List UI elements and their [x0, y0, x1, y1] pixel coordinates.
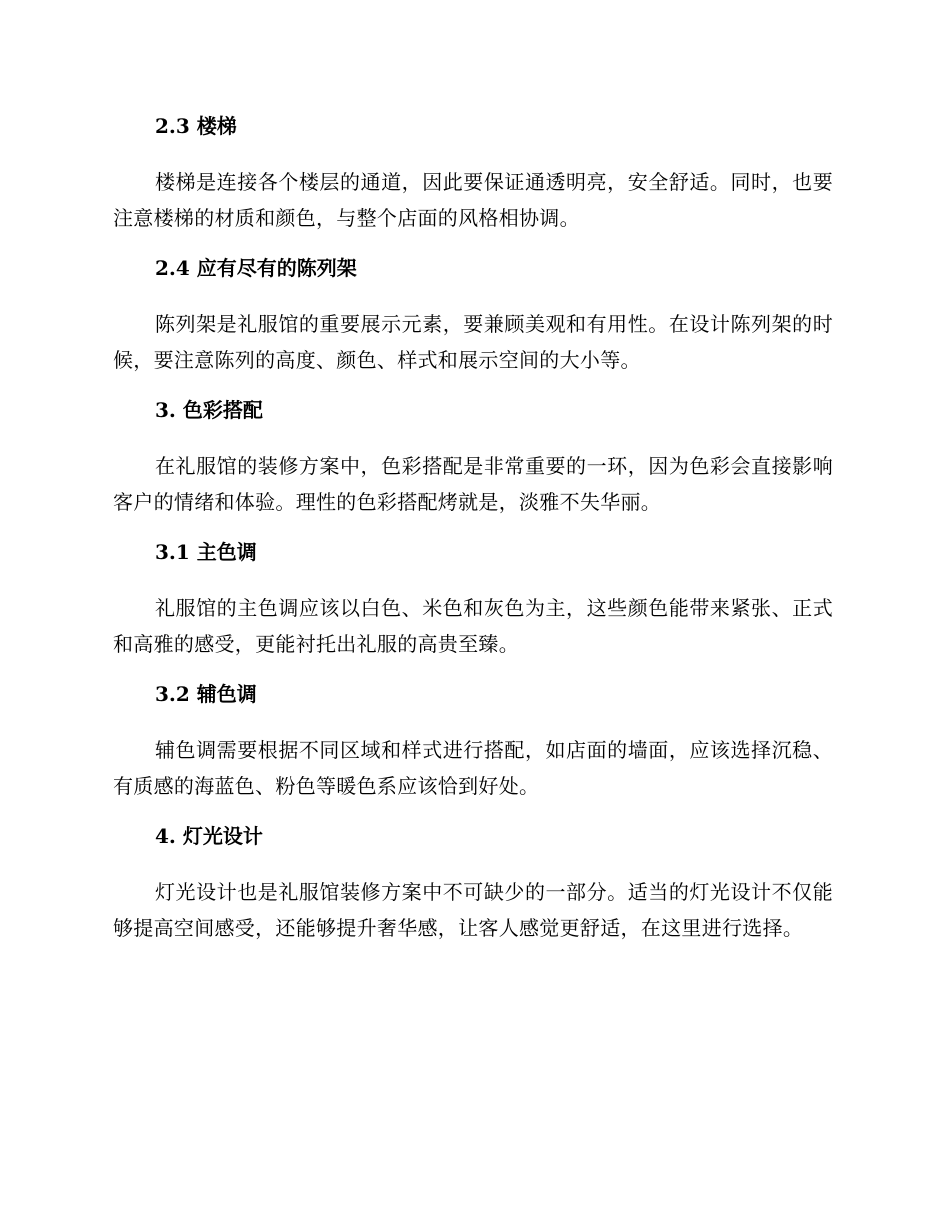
document-body	[113, 111, 833, 946]
section-heading-stairs: 2.3 楼梯	[155, 114, 237, 138]
section-heading-color-matching: 3. 色彩搭配	[155, 398, 263, 422]
section-paragraph-stairs: 楼梯是连接各个楼层的通道，因此要保证通透明亮，安全舒适。同时，也要注意楼梯的材质和颜色，与整个店面的风格相协调。	[113, 170, 833, 230]
section-heading-secondary-tone: 3.2 辅色调	[155, 682, 257, 706]
section-heading-main-tone: 3.1 主色调	[155, 540, 257, 564]
section-paragraph-display-racks: 陈列架是礼服馆的重要展示元素，要兼顾美观和有用性。在设计陈列架的时候，要注意陈列的高度、颜色、样式和展示空间的大小等。	[113, 312, 833, 372]
section-paragraph-secondary-tone: 辅色调需要根据不同区域和样式进行搭配，如店面的墙面，应该选择沉稳、有质感的海蓝色、粉色等暖色系应该恰到好处。	[113, 738, 833, 798]
section-paragraph-color-matching: 在礼服馆的装修方案中，色彩搭配是非常重要的一环，因为色彩会直接影响客户的情绪和体验。理性的色彩搭配烤就是，淡雅不失华丽。	[113, 454, 833, 514]
section-heading-display-racks: 2.4 应有尽有的陈列架	[155, 256, 357, 280]
section-heading-lighting-design: 4. 灯光设计	[155, 824, 263, 848]
section-paragraph-main-tone: 礼服馆的主色调应该以白色、米色和灰色为主，这些颜色能带来紧张、正式和高雅的感受，更能衬托出礼服的高贵至臻。	[113, 596, 833, 656]
section-paragraph-lighting-design: 灯光设计也是礼服馆装修方案中不可缺少的一部分。适当的灯光设计不仅能够提高空间感受，还能够提升奢华感，让客人感觉更舒适，在这里进行选择。	[113, 880, 833, 940]
